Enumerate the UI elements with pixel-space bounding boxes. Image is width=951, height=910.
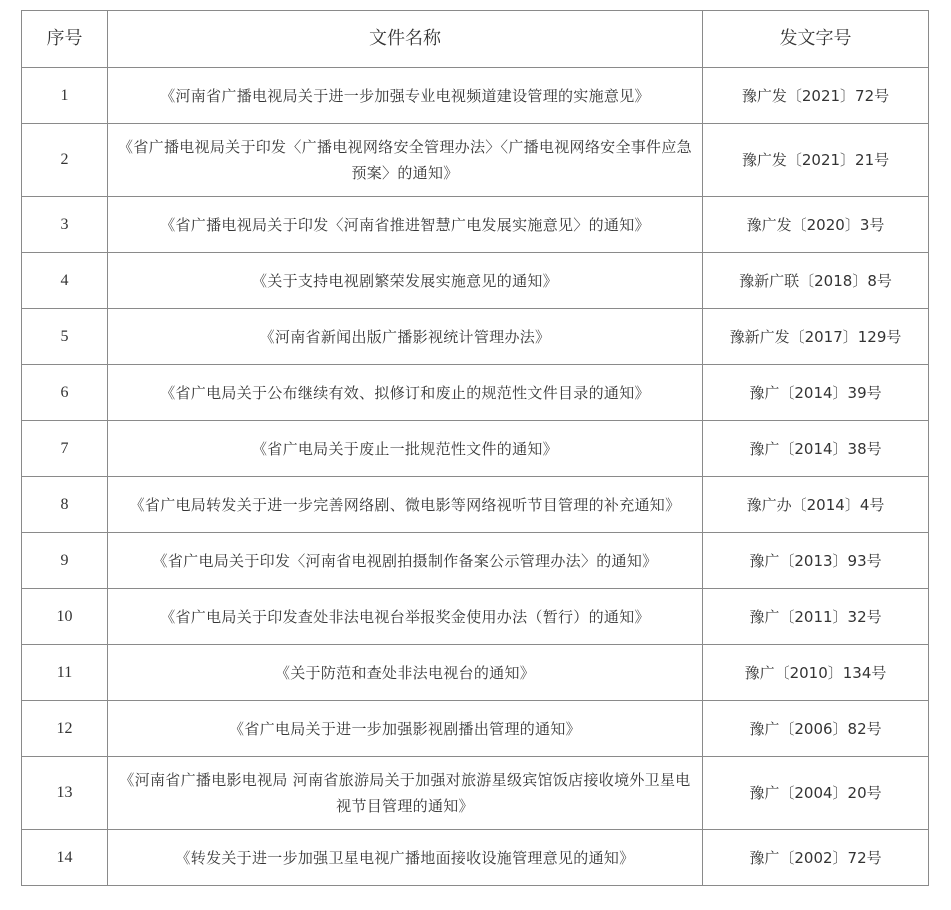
header-document-name: 文件名称 xyxy=(108,11,703,68)
document-name-cell: 《关于支持电视剧繁荣发展实施意见的通知》 xyxy=(108,253,703,309)
document-name-cell: 《转发关于进一步加强卫星电视广播地面接收设施管理意见的通知》 xyxy=(108,830,703,886)
header-document-code: 发文字号 xyxy=(703,11,929,68)
document-name-cell: 《省广电局关于进一步加强影视剧播出管理的通知》 xyxy=(108,701,703,757)
serial-number-cell: 9 xyxy=(22,533,108,589)
document-name-cell: 《河南省新闻出版广播影视统计管理办法》 xyxy=(108,309,703,365)
document-code-cell: 豫广〔2013〕93号 xyxy=(703,533,929,589)
document-name-cell: 《省广电局关于印发〈河南省电视剧拍摄制作备案公示管理办法〉的通知》 xyxy=(108,533,703,589)
document-name-cell: 《省广电局关于印发查处非法电视台举报奖金使用办法（暂行）的通知》 xyxy=(108,589,703,645)
document-code-cell: 豫广〔2004〕20号 xyxy=(703,757,929,830)
serial-number-cell: 11 xyxy=(22,645,108,701)
serial-number-cell: 13 xyxy=(22,757,108,830)
header-serial-number: 序号 xyxy=(22,11,108,68)
document-code-cell: 豫广〔2011〕32号 xyxy=(703,589,929,645)
document-code-cell: 豫广〔2006〕82号 xyxy=(703,701,929,757)
document-code-cell: 豫广发〔2020〕3号 xyxy=(703,197,929,253)
table-row xyxy=(22,365,929,421)
serial-number-cell: 4 xyxy=(22,253,108,309)
document-name-cell: 《关于防范和查处非法电视台的通知》 xyxy=(108,645,703,701)
serial-number-cell: 5 xyxy=(22,309,108,365)
table-row xyxy=(22,757,929,830)
document-code-cell: 豫广发〔2021〕72号 xyxy=(703,68,929,124)
document-name-cell: 《省广电局关于废止一批规范性文件的通知》 xyxy=(108,421,703,477)
document-list-table xyxy=(21,10,929,886)
serial-number-cell: 12 xyxy=(22,701,108,757)
table-body xyxy=(22,68,929,886)
table-row xyxy=(22,533,929,589)
document-name-cell: 《河南省广播电视局关于进一步加强专业电视频道建设管理的实施意见》 xyxy=(108,68,703,124)
table-row xyxy=(22,309,929,365)
table-row xyxy=(22,701,929,757)
document-code-cell: 豫广办〔2014〕4号 xyxy=(703,477,929,533)
serial-number-cell: 3 xyxy=(22,197,108,253)
table-row xyxy=(22,589,929,645)
table-row xyxy=(22,124,929,197)
document-name-cell: 《省广播电视局关于印发〈广播电视网络安全管理办法〉〈广播电视网络安全事件应急预案〉的通知》 xyxy=(108,124,703,197)
serial-number-cell: 6 xyxy=(22,365,108,421)
serial-number-cell: 2 xyxy=(22,124,108,197)
document-code-cell: 豫广〔2014〕39号 xyxy=(703,365,929,421)
document-code-cell: 豫新广联〔2018〕8号 xyxy=(703,253,929,309)
table-row xyxy=(22,253,929,309)
serial-number-cell: 1 xyxy=(22,68,108,124)
document-code-cell: 豫广发〔2021〕21号 xyxy=(703,124,929,197)
document-code-cell: 豫广〔2010〕134号 xyxy=(703,645,929,701)
table-row xyxy=(22,477,929,533)
table-row xyxy=(22,68,929,124)
header-row xyxy=(22,11,929,68)
document-name-cell: 《河南省广播电影电视局 河南省旅游局关于加强对旅游星级宾馆饭店接收境外卫星电视节目管理的通知》 xyxy=(108,757,703,830)
document-name-cell: 《省广电局转发关于进一步完善网络剧、微电影等网络视听节目管理的补充通知》 xyxy=(108,477,703,533)
table-row xyxy=(22,830,929,886)
table-row xyxy=(22,197,929,253)
document-code-cell: 豫广〔2014〕38号 xyxy=(703,421,929,477)
serial-number-cell: 7 xyxy=(22,421,108,477)
table-row xyxy=(22,421,929,477)
table-header xyxy=(22,11,929,68)
document-name-cell: 《省广电局关于公布继续有效、拟修订和废止的规范性文件目录的通知》 xyxy=(108,365,703,421)
serial-number-cell: 8 xyxy=(22,477,108,533)
serial-number-cell: 10 xyxy=(22,589,108,645)
document-code-cell: 豫新广发〔2017〕129号 xyxy=(703,309,929,365)
document-code-cell: 豫广〔2002〕72号 xyxy=(703,830,929,886)
table-row xyxy=(22,645,929,701)
serial-number-cell: 14 xyxy=(22,830,108,886)
document-name-cell: 《省广播电视局关于印发〈河南省推进智慧广电发展实施意见〉的通知》 xyxy=(108,197,703,253)
